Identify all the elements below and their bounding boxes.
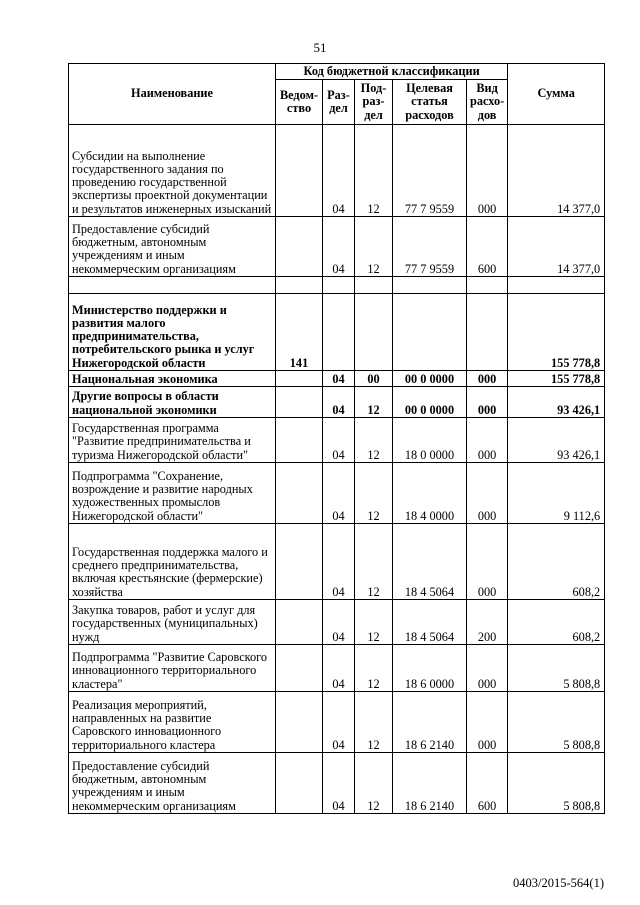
row-sum: 93 426,1 xyxy=(508,418,605,463)
row-razdel: 04 xyxy=(323,645,355,692)
header-sum: Сумма xyxy=(508,64,605,125)
row-podrazdel xyxy=(355,277,393,294)
row-vid: 600 xyxy=(467,753,508,814)
header-name: Наименование xyxy=(69,64,276,125)
row-podrazdel: 12 xyxy=(355,125,393,217)
table-row xyxy=(69,753,605,814)
row-name: Подпрограмма "Развитие Саровского инновационного территориального кластера" xyxy=(69,645,276,692)
row-razdel: 04 xyxy=(323,463,355,524)
table-row xyxy=(69,277,605,294)
row-razdel: 04 xyxy=(323,524,355,600)
table-row xyxy=(69,371,605,387)
row-vedomstvo xyxy=(276,277,323,294)
row-sum xyxy=(508,277,605,294)
page-number: 51 xyxy=(313,40,327,55)
header-podrazdel: Под-раз-дел xyxy=(355,80,393,125)
row-vid: 000 xyxy=(467,692,508,753)
row-vedomstvo xyxy=(276,600,323,645)
row-vedomstvo xyxy=(276,753,323,814)
row-sum: 5 808,8 xyxy=(508,692,605,753)
row-vid: 200 xyxy=(467,600,508,645)
row-vedomstvo xyxy=(276,125,323,217)
table-row xyxy=(69,645,605,692)
row-vedomstvo xyxy=(276,371,323,387)
row-statya: 77 7 9559 xyxy=(393,125,467,217)
row-podrazdel: 12 xyxy=(355,692,393,753)
row-razdel: 04 xyxy=(323,217,355,277)
budget-table xyxy=(68,63,605,814)
row-podrazdel: 00 xyxy=(355,371,393,387)
row-statya: 00 0 0000 xyxy=(393,387,467,418)
table-row xyxy=(69,418,605,463)
row-statya: 18 6 2140 xyxy=(393,692,467,753)
document-code: 0403/2015-564(1) xyxy=(513,876,604,890)
row-vid: 000 xyxy=(467,524,508,600)
row-vid: 000 xyxy=(467,645,508,692)
row-vedomstvo xyxy=(276,418,323,463)
row-podrazdel: 12 xyxy=(355,645,393,692)
header-vedomstvo: Ведом-ство xyxy=(276,80,323,125)
row-name: Закупка товаров, работ и услуг для государственных (муниципальных) нужд xyxy=(69,600,276,645)
row-name: Другие вопросы в области национальной экономики xyxy=(69,387,276,418)
row-name: Субсидии на выполнение государственного задания по проведению государственной экспертизы проектной документации и результатов инженерных изысканий xyxy=(69,125,276,217)
row-sum: 5 808,8 xyxy=(508,645,605,692)
table-row xyxy=(69,692,605,753)
row-sum: 14 377,0 xyxy=(508,217,605,277)
row-vedomstvo xyxy=(276,387,323,418)
row-statya: 18 6 0000 xyxy=(393,645,467,692)
row-sum: 14 377,0 xyxy=(508,125,605,217)
row-podrazdel: 12 xyxy=(355,600,393,645)
table-row xyxy=(69,125,605,217)
row-podrazdel: 12 xyxy=(355,524,393,600)
row-vedomstvo xyxy=(276,645,323,692)
row-podrazdel: 12 xyxy=(355,418,393,463)
row-vedomstvo xyxy=(276,463,323,524)
row-name: Государственная программа "Развитие предпринимательства и туризма Нижегородской области" xyxy=(69,418,276,463)
row-razdel: 04 xyxy=(323,692,355,753)
header-razdel: Раз-дел xyxy=(323,80,355,125)
row-vid: 000 xyxy=(467,371,508,387)
row-podrazdel: 12 xyxy=(355,753,393,814)
row-vedomstvo xyxy=(276,524,323,600)
row-sum: 608,2 xyxy=(508,600,605,645)
row-statya: 18 0 0000 xyxy=(393,418,467,463)
row-sum: 93 426,1 xyxy=(508,387,605,418)
row-podrazdel: 12 xyxy=(355,463,393,524)
row-name: Предоставление субсидий бюджетным, автономным учреждениям и иным некоммерческим организациям xyxy=(69,753,276,814)
row-statya: 77 7 9559 xyxy=(393,217,467,277)
row-razdel: 04 xyxy=(323,387,355,418)
row-vedomstvo xyxy=(276,692,323,753)
row-name: Национальная экономика xyxy=(69,371,276,387)
row-sum: 608,2 xyxy=(508,524,605,600)
row-razdel: 04 xyxy=(323,753,355,814)
row-razdel: 04 xyxy=(323,600,355,645)
row-name: Реализация мероприятий, направленных на развитие Саровского инновационного территориального кластера xyxy=(69,692,276,753)
row-sum: 155 778,8 xyxy=(508,371,605,387)
row-vid xyxy=(467,294,508,371)
row-statya: 18 4 5064 xyxy=(393,524,467,600)
table-row xyxy=(69,217,605,277)
table-row xyxy=(69,524,605,600)
row-sum: 5 808,8 xyxy=(508,753,605,814)
row-vedomstvo: 141 xyxy=(276,294,323,371)
row-name xyxy=(69,277,276,294)
row-statya xyxy=(393,277,467,294)
row-name: Государственная поддержка малого и среднего предпринимательства, включая крестьянские (фермерские) хозяйства xyxy=(69,524,276,600)
row-statya: 18 4 0000 xyxy=(393,463,467,524)
table-row xyxy=(69,294,605,371)
header-classification-group: Код бюджетной классификации xyxy=(276,64,508,80)
row-podrazdel xyxy=(355,294,393,371)
row-statya xyxy=(393,294,467,371)
header-vid: Вид расхо-дов xyxy=(467,80,508,125)
row-statya: 00 0 0000 xyxy=(393,371,467,387)
table-row xyxy=(69,463,605,524)
row-razdel: 04 xyxy=(323,418,355,463)
row-sum: 155 778,8 xyxy=(508,294,605,371)
row-razdel: 04 xyxy=(323,125,355,217)
row-podrazdel: 12 xyxy=(355,387,393,418)
header-statya: Целевая статья расходов xyxy=(393,80,467,125)
row-statya: 18 4 5064 xyxy=(393,600,467,645)
row-vid: 000 xyxy=(467,125,508,217)
row-name: Предоставление субсидий бюджетным, автономным учреждениям и иным некоммерческим организациям xyxy=(69,217,276,277)
row-sum: 9 112,6 xyxy=(508,463,605,524)
row-statya: 18 6 2140 xyxy=(393,753,467,814)
row-name: Подпрограмма "Сохранение, возрождение и развитие народных художественных промыслов Нижегородской области" xyxy=(69,463,276,524)
row-vid: 000 xyxy=(467,387,508,418)
row-vid: 600 xyxy=(467,217,508,277)
row-vedomstvo xyxy=(276,217,323,277)
row-vid xyxy=(467,277,508,294)
row-vid: 000 xyxy=(467,418,508,463)
row-podrazdel: 12 xyxy=(355,217,393,277)
row-razdel: 04 xyxy=(323,371,355,387)
row-vid: 000 xyxy=(467,463,508,524)
row-razdel xyxy=(323,294,355,371)
table-row xyxy=(69,387,605,418)
table-row xyxy=(69,600,605,645)
row-razdel xyxy=(323,277,355,294)
row-name: Министерство поддержки и развития малого предпринимательства, потребительского рынка и услуг Нижегородской области xyxy=(69,294,276,371)
